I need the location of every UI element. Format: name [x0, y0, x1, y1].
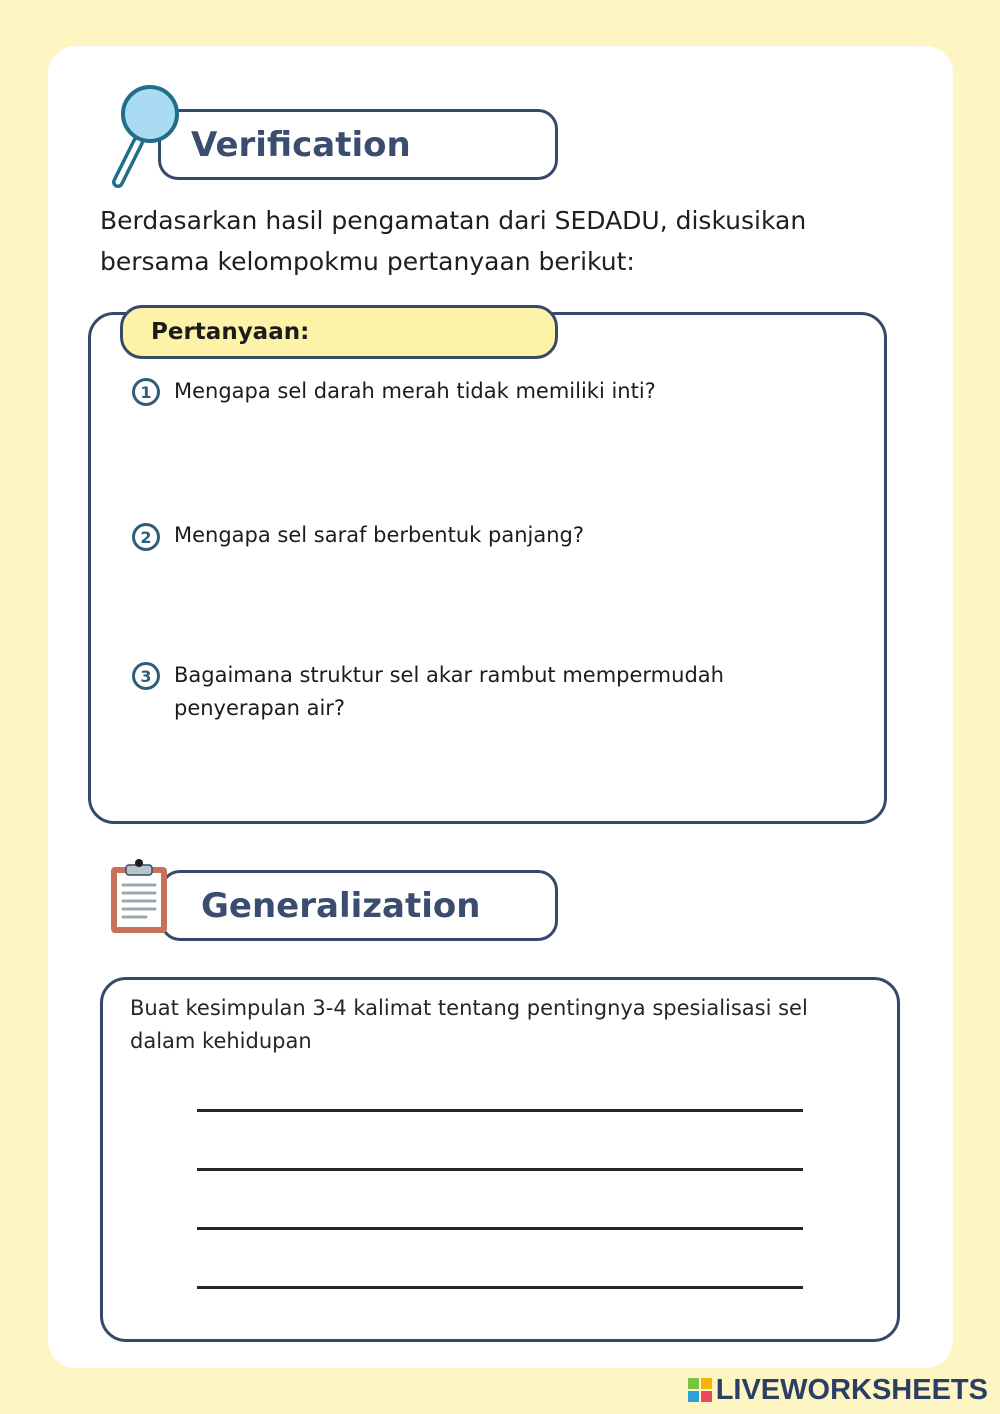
question-text: Mengapa sel darah merah tidak memiliki inti? — [174, 379, 656, 403]
verification-title: Verification — [191, 124, 411, 165]
brand-footer — [688, 1372, 988, 1408]
generalization-title-pill — [160, 870, 558, 941]
generalization-prompt: Buat kesimpulan 3-4 kalimat tentang pentingnya spesialisasi sel dalam kehidupan — [130, 996, 808, 1053]
question-number-badge: 2 — [132, 523, 160, 551]
answer-line[interactable] — [197, 1109, 803, 1112]
question-text: Bagaimana struktur sel akar rambut mempermudah penyerapan air? — [174, 663, 724, 720]
question-text: Mengapa sel saraf berbentuk panjang? — [174, 523, 584, 547]
clipboard-icon — [106, 857, 172, 937]
liveworksheets-logo-icon — [688, 1378, 712, 1402]
verification-intro: Berdasarkan hasil pengamatan dari SEDADU, diskusikan bersama kelompokmu pertanyaan berikut: — [100, 206, 807, 276]
question-number-badge: 3 — [132, 662, 160, 690]
generalization-title: Generalization — [201, 885, 481, 926]
questions-label: Pertanyaan: — [120, 305, 558, 359]
verification-title-pill — [158, 109, 558, 180]
answer-line[interactable] — [197, 1227, 803, 1230]
brand-name: LIVEWORKSHEETS — [715, 1373, 988, 1406]
answer-line[interactable] — [197, 1286, 803, 1289]
magnifying-glass-icon — [104, 84, 188, 194]
answer-line[interactable] — [197, 1168, 803, 1171]
question-number-badge: 1 — [132, 378, 160, 406]
